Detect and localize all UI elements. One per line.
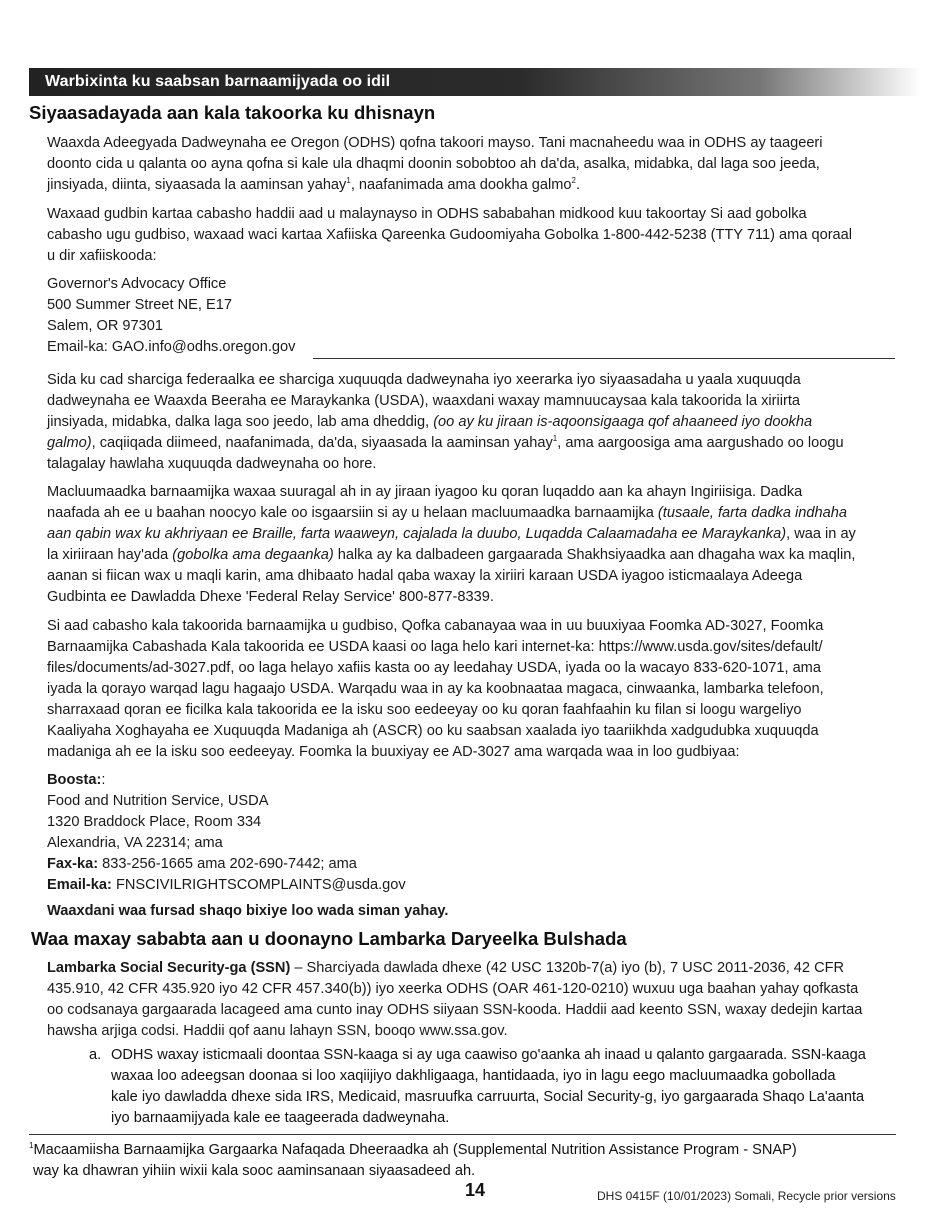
text-run: – Sharciyada dawlada dhexe (42 USC 1320b-7(a) iyo (b), 7 USC 2011-2036, 42 CFR [290,960,845,976]
footnote-marker: 1 [29,1141,34,1150]
text-line: 435.910, 42 CFR 435.920 iyo 42 CFR 457.340(b)) iyo xeerka ODHS (OAR 461-120-0210) wuxuu uga baahan yahay qofkasta [47,981,859,997]
form-identifier: DHS 0415F (10/01/2023) Somali, Recycle prior versions [597,1189,896,1203]
text-line: dadweynaha ee Waaxda Beeraha ee Maraykanka (USDA), waaxdani waxay mamnuucaysaa kala takoorida la xiriirta [47,393,801,409]
text-line: u dir xafiiskooda: [47,248,157,264]
address-line: 1320 Braddock Place, Room 334 [47,814,262,830]
text-run: . [575,177,581,193]
text-line: Gudbinta ee Dawladda Dhexe 'Federal Relay Service' 800-877-8339. [47,589,494,605]
text-line: ODHS waxay isticmaali doontaa SSN-kaaga si ay uga caawiso go'aanka ah inaad u qalanto gargaarada. SSN-kaaga [111,1047,866,1063]
text-run: la xiriiraan hay'ada [47,547,173,563]
text-line: waxaa loo adeegsan doonaa si loo xaqiijiyo dakhligaaga, hantidaada, iyo in lagu eego macluumaadka gobollada [111,1068,836,1084]
fax-label: Fax-ka: [47,856,99,872]
address-line: Salem, OR 97301 [47,318,164,334]
text-line: Waxaad gudbin kartaa cabasho haddii aad u malaynayso in ODHS sababahan midkood kuu takoortay Si aad gobolka [47,206,807,222]
text-run: , ama aargoosiga ama aargushado oo loogu [557,435,844,451]
footnote-line [29,1140,909,1161]
page-number: 14 [465,1180,486,1200]
text-run: naafada ah ee u baahan noocyo kale oo isgaarsiin si ay u helaan macluumaadka barnaamijka [47,505,658,521]
paragraph-ssn [47,958,922,1042]
text-run: , naafanimada ama dookha galmo [350,177,572,193]
text-line: oo codsanaya gargaarada lacageed ama cunto inay ODHS siiyaan SSN-kooda. Haddii aad keento SSN, waxay dedejin kartaa [47,1002,863,1018]
mail-label: Boosta: [47,772,102,788]
text-line: Macluumaadka barnaamijka waxaa suuragal ah in ay jiraan iyagoo ku qoran luqaddo aan ka ahayn Ingiriisiga. Dadka [47,484,803,500]
text-line: files/documents/ad-3027.pdf, oo laga helayo xafiis kasta oo ay leedahay USDA, iyada oo la wacayo 833-620-1071, ama [47,660,821,676]
text-run: halka ay ka dalbadeen gargaarada Shakhsiyaadka aan dhagaha wax ka maqlin, [333,547,856,563]
paragraph-file-complaint [47,616,922,763]
list-marker: a. [89,1047,102,1063]
text-line [47,503,922,524]
text-line: iyada la qorayo warqad lagu hagaajo USDA. Warqadu waa in ay ka koobnaataa magaca, cinwaanka, lambarka telefoon, [47,681,824,697]
text-run: jinsiyada, midabka, dalka laga soo jeedo, lab ama dheddig, [47,414,434,430]
paragraph-program-info [47,482,922,608]
address-line: Food and Nutrition Service, USDA [47,793,269,809]
header-band [29,68,921,96]
equal-opportunity-statement: Waaxdani waa fursad shaqo bixiye loo wada siman yahay. [47,903,449,919]
text-line [47,770,922,791]
fax-line [47,854,922,875]
text-line: iyo barnaamijyada kale ee taageerada dadweynaha. [111,1110,450,1126]
text-run: , caqiiqada diimeed, naafanimada, da'da, siyaasada la aaminsan yahay [91,435,553,451]
address-line: Alexandria, VA 22314; ama [47,835,223,851]
footnote-ref: 1 [552,434,558,443]
email-line [47,875,922,896]
text-line: sharraxaad qoran ee ficilka kala takoorida ee la isku soo eedeeyay oo ku qoran faahfaahin ku filan si loogu wargeliyo [47,702,802,718]
footnote [29,1140,909,1182]
section-heading-ssn: Waa maxay sababta aan u doonayno Lambarka Daryeelka Bulshada [31,928,627,949]
paragraph-usda-nondiscrimination [47,370,922,475]
footnote-ref: 1 [346,176,351,185]
footnote-ref: 2 [571,176,576,185]
list-item-body [111,1045,866,1129]
governor-address [47,274,922,358]
text-line: kale iyo dawladda dhexe sida IRS, Medicaid, masruufka carruurta, Social Security-g, iyo gargaarada Shaqo La'aanta [111,1089,865,1105]
text-line: Sida ku cad sharciga federaalka ee sharciga xuquuqda dadweynaha iyo xeerarka iyo siyaasadaha u yaala xuquuqda [47,372,801,388]
divider [313,358,895,359]
section-heading-nondiscrimination: Siyaasadayada aan kala takoorka ku dhisnayn [29,102,436,123]
text-run: : [101,772,106,788]
text-line: doonto cida u qalanta oo ayna qofna si kale ula dhaqmi doonin sobobtoo ah da'da, asalka, midabka, dal laga soo jeeda, [47,156,820,172]
fax-value: 833-256-1665 ama 202-690-7442; ama [98,856,357,872]
text-run-italic: galmo) [47,435,92,451]
address-line: Email-ka: GAO.info@odhs.oregon.gov [47,339,296,355]
footnote-divider [29,1134,896,1135]
email-value: FNSCIVILRIGHTSCOMPLAINTS@usda.gov [111,877,406,893]
text-line: cabasho ugu gudbiso, waxaad waci kartaa Xafiiska Qareenka Gudoomiyaha Gobolka 1-800-442-5238 (TTY 711) ama qoraal [47,227,853,243]
text-run: jinsiyada, diinta, siyaasada la aaminsan yahay [47,177,347,193]
address-line: Governor's Advocacy Office [47,276,227,292]
text-line: Kaaliyaha Xoghayaha ee Xuquuqda Madaniga ah (ASCR) oo ku saabsan xaalada iyo taariikhda xadgudubka xuquuqda [47,723,819,739]
text-line: hawsha arjiga codsi. Haddii qof aanu lahayn SSN, booqo www.ssa.gov. [47,1023,508,1039]
paragraph-odhs-policy [47,133,922,196]
text-line [47,175,922,196]
usda-contact-block [47,770,922,896]
text-run-italic: (oo ay ku jiraan is-aqoonsigaaga qof ahaaneed iyo dookha [433,414,813,430]
text-run: Macaamiisha Barnaamijka Gargaarka Nafaqada Dheeraadka ah (Supplemental Nutrition Assistance Program - SNAP) [33,1142,797,1158]
text-line: talagalay hawlaha xuquuqda dadweynaha oo hore. [47,456,377,472]
text-line [47,433,922,454]
email-label: Email-ka: [47,877,112,893]
address-line: 500 Summer Street NE, E17 [47,297,232,313]
paragraph-complaint [47,204,922,267]
text-line [47,958,922,979]
text-line [47,524,922,545]
text-run-italic: (tusaale, farta dadka indhaha [657,505,847,521]
ssn-label: Lambarka Social Security-ga (SSN) [47,960,291,976]
text-run: , waa in ay [786,526,856,542]
text-line: Barnaamijka Cabashada Kala takoorida ee USDA kaasi oo laga helo kari internet-ka: https://www.usda.gov/sites/default/ [47,639,823,655]
text-line: aanan si fiican wax u maqli karin, ama dhibaato hadal qaba waxay la xiriiri karaan USDA iyagoo isticmaalaya Adeega [47,568,803,584]
text-line: Si aad cabasho kala takoorida barnaamijka u gudbiso, Qofka cabanayaa waa in uu buuxiyaa Foomka AD-3027, Foomka [47,618,824,634]
text-run-italic: (gobolka ama degaanka) [172,547,334,563]
text-line: Waaxda Adeegyada Dadweynaha ee Oregon (ODHS) qofna takoori mayso. Tani macnaheedu waa in ODHS ay taageeri [47,135,823,151]
text-run-italic: aan qabin wax ku akhriyaan ee Braille, farta waaweyn, cajalada la duubo, Luqadda Calaamadaha ee Maraykanka) [47,526,787,542]
text-line: madaniga ah ee la isku soo eedeeyay. Foomka la buuxiyay ee AD-3027 ama warqada waa in loo gudbiyaa: [47,744,740,760]
text-line [47,545,922,566]
header-band-title: Warbixinta ku saabsan barnaamijyada oo idil [45,73,391,90]
text-line [47,412,922,433]
footnote-line: way ka dhawran yihiin wixii kala sooc aaminsanaan siyaasadeed ah. [33,1163,476,1179]
